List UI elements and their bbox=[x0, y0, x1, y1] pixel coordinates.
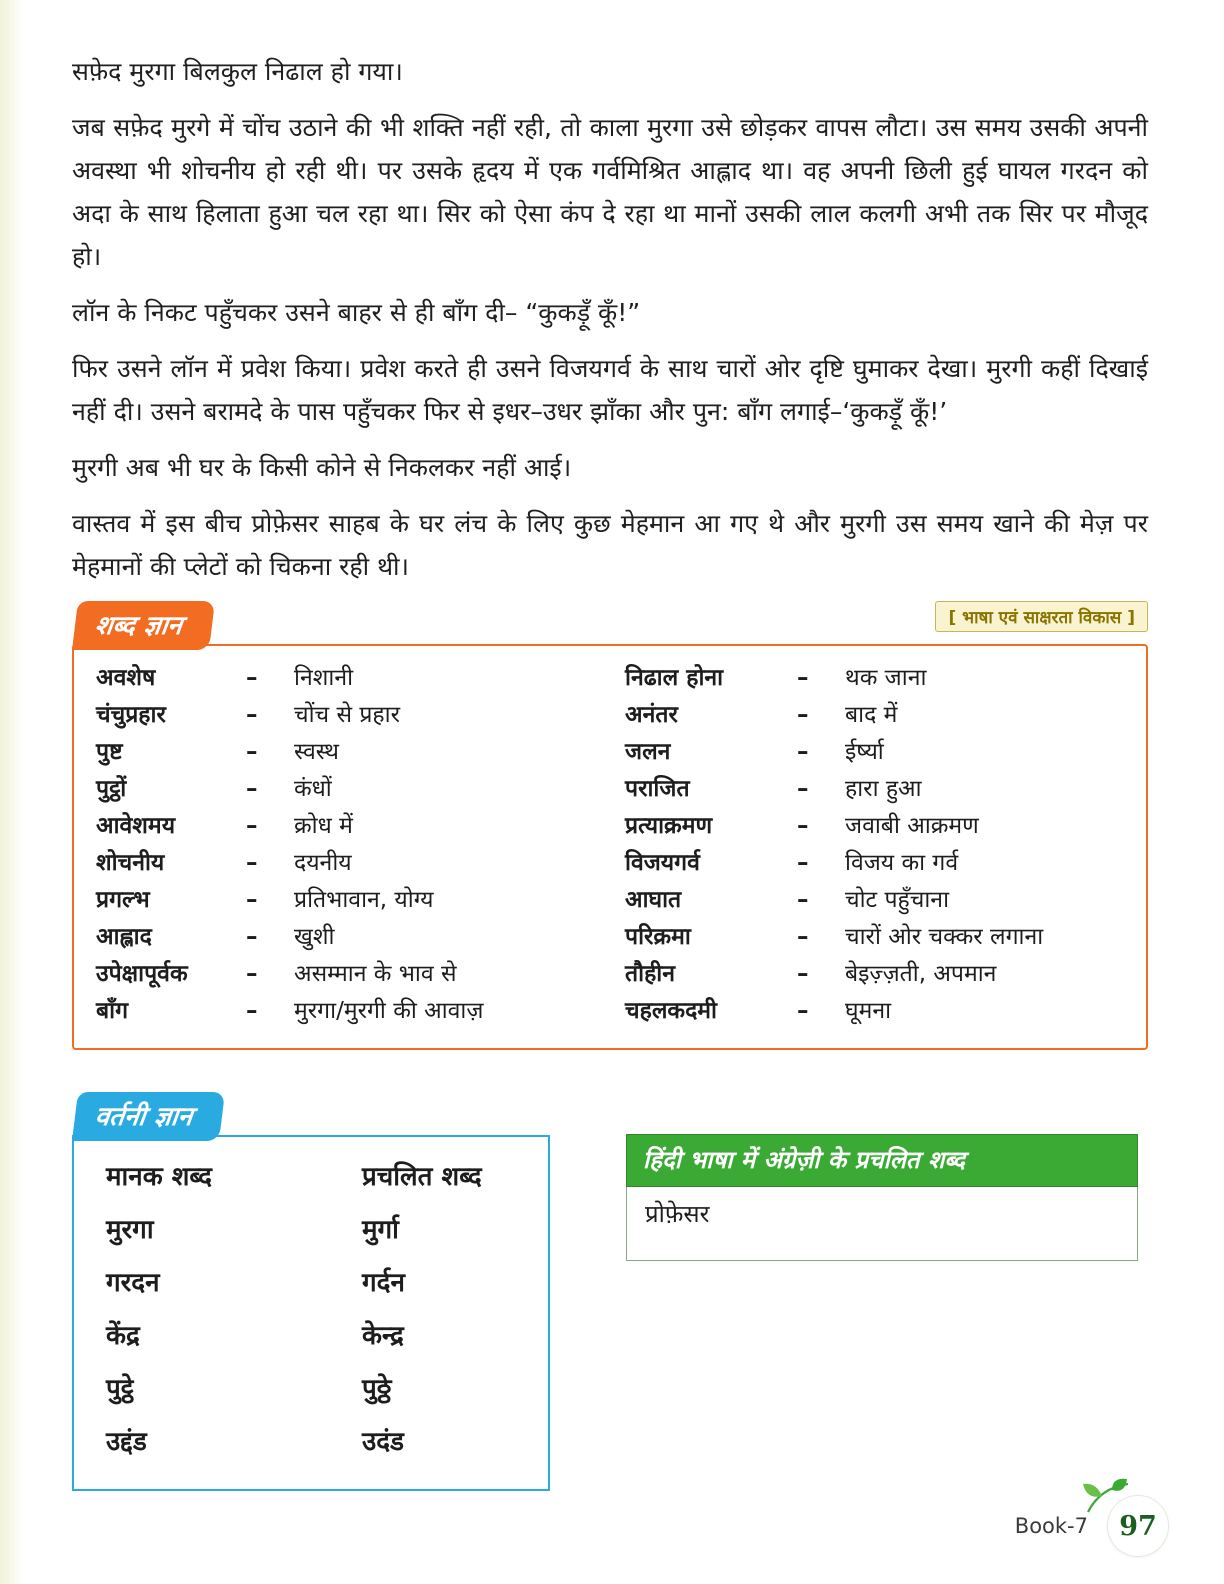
standard-word: केंद्र bbox=[106, 1321, 140, 1351]
word-entry bbox=[96, 956, 599, 993]
standard-word-header: मानक शब्द bbox=[106, 1162, 212, 1192]
standard-word: गरदन bbox=[106, 1268, 160, 1298]
word: बाँग bbox=[96, 998, 129, 1024]
common-word: केन्द्र bbox=[362, 1321, 404, 1351]
word: जलन bbox=[625, 739, 671, 765]
separator: – bbox=[797, 924, 809, 950]
word: परिक्रमा bbox=[625, 924, 691, 950]
common-word: मुर्गा bbox=[362, 1215, 399, 1245]
story-paragraph: जब सफ़ेद मुरगे में चोंच उठाने की भी शक्ति नहीं रही, तो काला मुरगा उसे छोड़कर वापस लौटा। उस समय उसकी अपनी अवस्था भी शोचनीय हो रही थी। पर उसके हृदय में एक गर्वमिश्रित आह्लाद था। वह अपनी छिली हुई घायल गरदन को अदा के साथ हिलाता हुआ चल रहा था। सिर को ऐसा कंप दे रहा था मानों उसकी लाल कलगी अभी तक सिर पर मौजूद हो। bbox=[72, 113, 1148, 271]
word-entry bbox=[96, 993, 599, 1030]
spelling-header-row bbox=[106, 1151, 538, 1204]
story-paragraph: सफ़ेद मुरगा बिलकुल निढाल हो गया। bbox=[72, 57, 403, 86]
word-entry bbox=[96, 734, 599, 771]
separator: – bbox=[797, 702, 809, 728]
shabd-gyan-title: शब्द ज्ञान bbox=[93, 611, 184, 641]
word-entry bbox=[625, 993, 1128, 1030]
separator: – bbox=[246, 739, 258, 765]
word-entry bbox=[96, 808, 599, 845]
separator: – bbox=[797, 665, 809, 691]
meaning: विजय का गर्व bbox=[845, 850, 959, 876]
meaning: निशानी bbox=[294, 665, 354, 691]
separator: – bbox=[246, 924, 258, 950]
meaning: बाद में bbox=[845, 702, 898, 728]
vartani-gyan-section bbox=[72, 1092, 550, 1491]
meaning: चोंच से प्रहार bbox=[294, 702, 401, 728]
book-label: Book-7 bbox=[1014, 1514, 1088, 1538]
word: चहलकदमी bbox=[625, 998, 717, 1024]
word: प्रगल्भ bbox=[96, 887, 150, 913]
shabd-gyan-tab bbox=[72, 601, 215, 650]
word-entry bbox=[625, 919, 1128, 956]
separator: – bbox=[797, 850, 809, 876]
word: पुष्ट bbox=[96, 739, 123, 765]
standard-word: मुरगा bbox=[106, 1215, 154, 1245]
shabd-gyan-header-row bbox=[72, 601, 1148, 644]
meaning: दयनीय bbox=[294, 850, 352, 876]
separator: – bbox=[246, 813, 258, 839]
separator: – bbox=[797, 998, 809, 1024]
word-entry bbox=[96, 882, 599, 919]
meaning: चारों ओर चक्कर लगाना bbox=[845, 924, 1044, 950]
english-words-box bbox=[626, 1187, 1138, 1261]
separator: – bbox=[246, 850, 258, 876]
meaning: थक जाना bbox=[845, 665, 927, 691]
separator: – bbox=[246, 702, 258, 728]
spelling-row bbox=[106, 1416, 538, 1469]
word-entry bbox=[625, 771, 1128, 808]
separator: – bbox=[797, 961, 809, 987]
english-words-title: हिंदी भाषा में अंग्रेज़ी के प्रचलित शब्द bbox=[626, 1134, 1138, 1187]
meaning: असम्मान के भाव से bbox=[294, 961, 457, 987]
page-footer bbox=[1015, 1496, 1168, 1556]
spelling-box bbox=[72, 1135, 550, 1491]
separator: – bbox=[246, 961, 258, 987]
meaning: मुरगा/मुरगी की आवाज़ bbox=[294, 998, 484, 1024]
word-entry bbox=[96, 845, 599, 882]
meaning: बेइज़्ज़ती, अपमान bbox=[845, 961, 997, 987]
meaning: ईर्ष्या bbox=[845, 739, 884, 765]
word: पुट्ठों bbox=[96, 776, 127, 802]
separator: – bbox=[797, 887, 809, 913]
word: पराजित bbox=[625, 776, 690, 802]
standard-word: पुट्ठे bbox=[106, 1374, 134, 1404]
word: चंचुप्रहार bbox=[96, 702, 166, 728]
standard-word: उद्दंड bbox=[106, 1427, 147, 1457]
word-entry bbox=[625, 882, 1128, 919]
separator: – bbox=[246, 998, 258, 1024]
meaning: क्रोध में bbox=[294, 813, 353, 839]
story-text bbox=[72, 50, 1148, 588]
vartani-gyan-title: वर्तनी ज्ञान bbox=[93, 1102, 195, 1132]
meaning: जवाबी आक्रमण bbox=[845, 813, 979, 839]
english-words-section bbox=[626, 1134, 1138, 1261]
common-word-header: प्रचलित शब्द bbox=[362, 1162, 482, 1192]
dict-left-column bbox=[96, 660, 599, 1030]
spelling-row bbox=[106, 1204, 538, 1257]
word-entry bbox=[96, 697, 599, 734]
meaning: हारा हुआ bbox=[845, 776, 922, 802]
word-entry bbox=[625, 956, 1128, 993]
page-number: 97 bbox=[1119, 1510, 1157, 1542]
word: निढाल होना bbox=[625, 665, 724, 691]
language-literacy-tag: [ भाषा एवं साक्षरता विकास ] bbox=[935, 601, 1148, 632]
separator: – bbox=[797, 776, 809, 802]
meaning: कंधों bbox=[294, 776, 332, 802]
common-word: पुठ्ठे bbox=[362, 1374, 392, 1404]
word-entry bbox=[96, 771, 599, 808]
separator: – bbox=[246, 887, 258, 913]
word: प्रत्याक्रमण bbox=[625, 813, 713, 839]
word: उपेक्षापूर्वक bbox=[96, 961, 188, 987]
word-entry bbox=[625, 697, 1128, 734]
word: आवेशमय bbox=[96, 813, 176, 839]
spelling-row bbox=[106, 1363, 538, 1416]
separator: – bbox=[246, 665, 258, 691]
separator: – bbox=[797, 813, 809, 839]
meaning: प्रतिभावान, योग्य bbox=[294, 887, 434, 913]
meaning: खुशी bbox=[294, 924, 335, 950]
story-paragraph: वास्तव में इस बीच प्रोफ़ेसर साहब के घर लंच के लिए कुछ मेहमान आ गए थे और मुरगी उस समय खाने की मेज़ पर मेहमानों की प्लेटों को चिकना रही थी। bbox=[72, 509, 1148, 581]
word: शोचनीय bbox=[96, 850, 165, 876]
meaning: घूमना bbox=[845, 998, 892, 1024]
dict-right-column bbox=[625, 660, 1128, 1030]
word: आह्लाद bbox=[96, 924, 152, 950]
spelling-row bbox=[106, 1257, 538, 1310]
common-word: गर्दन bbox=[362, 1268, 405, 1298]
meaning: स्वस्थ bbox=[294, 739, 339, 765]
word: अवशेष bbox=[96, 665, 156, 691]
vartani-gyan-tab bbox=[72, 1092, 225, 1141]
separator: – bbox=[797, 739, 809, 765]
english-word: प्रोफ़ेसर bbox=[645, 1200, 710, 1228]
spelling-row bbox=[106, 1310, 538, 1363]
word-entry bbox=[96, 660, 599, 697]
word: तौहीन bbox=[625, 961, 676, 987]
word-entry bbox=[625, 845, 1128, 882]
meaning: चोट पहुँचाना bbox=[845, 887, 950, 913]
story-paragraph: लॉन के निकट पहुँचकर उसने बाहर से ही बाँग दी– “कुकड़ूँ कूँ!” bbox=[72, 298, 641, 327]
word-entry bbox=[625, 734, 1128, 771]
bottom-sections bbox=[72, 1092, 1148, 1491]
word: आघात bbox=[625, 887, 682, 913]
page-number-badge bbox=[1108, 1496, 1168, 1556]
word: विजयगर्व bbox=[625, 850, 700, 876]
word-entry bbox=[625, 808, 1128, 845]
common-word: उदंड bbox=[362, 1427, 404, 1457]
word: अनंतर bbox=[625, 702, 678, 728]
word-meaning-box bbox=[72, 644, 1148, 1050]
story-paragraph: फिर उसने लॉन में प्रवेश किया। प्रवेश करते ही उसने विजयगर्व के साथ चारों ओर दृष्टि घुमाकर देखा। मुरगी कहीं दिखाई नहीं दी। उसने बरामदे के पास पहुँचकर फिर से इधर–उधर झाँका और पुन: बाँग लगाई–‘कुकड़ूँ कूँ!’ bbox=[72, 354, 1148, 426]
leaf-icon bbox=[1080, 1476, 1138, 1520]
shabd-gyan-section bbox=[72, 601, 1148, 1050]
word-entry bbox=[96, 919, 599, 956]
story-paragraph: मुरगी अब भी घर के किसी कोने से निकलकर नहीं आई। bbox=[72, 453, 572, 482]
word-entry bbox=[625, 660, 1128, 697]
separator: – bbox=[246, 776, 258, 802]
